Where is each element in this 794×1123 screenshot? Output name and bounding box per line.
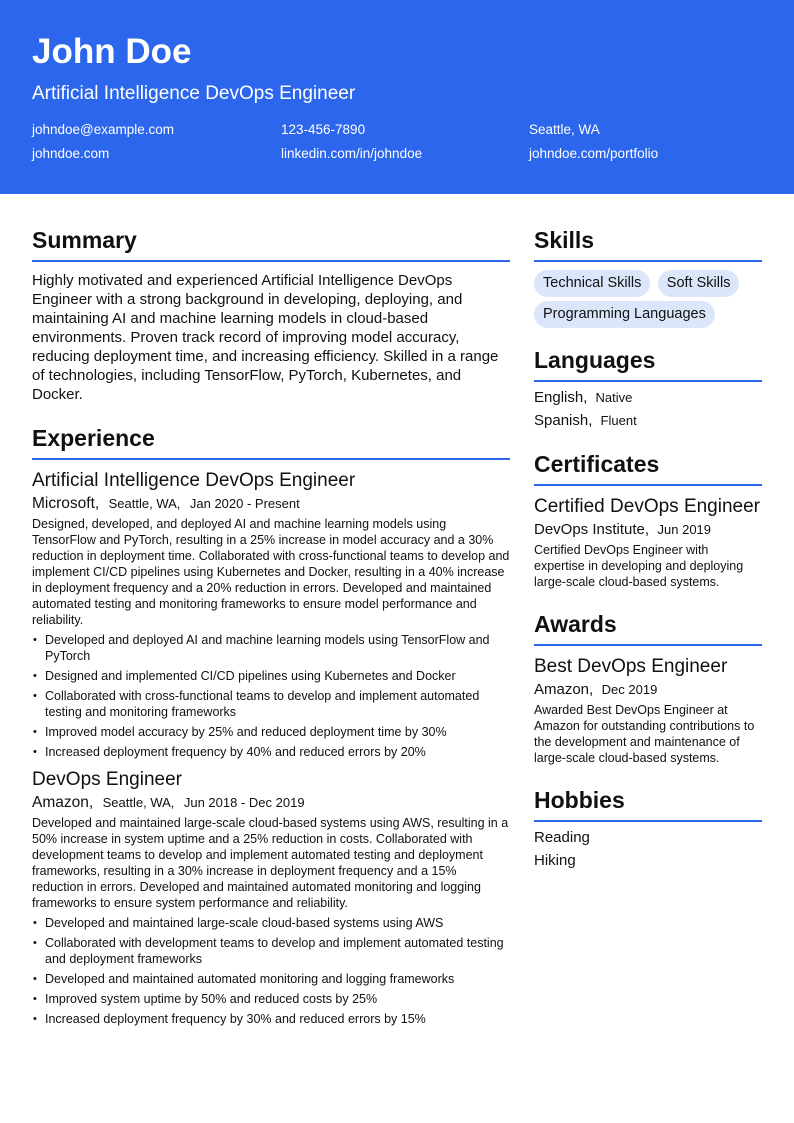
award-item [534,655,762,766]
language-level: Native [595,390,633,405]
certificate-meta [534,520,762,540]
job-company: Amazon, [32,794,94,811]
job-title: Artificial Intelligence DevOps Engineer [32,470,356,491]
awards-heading: Awards [534,610,762,646]
certificate-description: Certified DevOps Engineer with expertise in developing and deploying large-scale cloud-based systems. [534,543,744,589]
certificates-heading: Certificates [534,450,762,486]
language-name: English, [534,389,588,406]
hobbies-section [534,786,762,870]
job-company: Microsoft, [32,495,100,512]
job-bullet: • Developed and deployed AI and machine learning models using TensorFlow and PyTorch [32,632,510,664]
hobbies-heading: Hobbies [534,786,762,822]
website-link[interactable]: johndoe.com [32,146,110,161]
job-dates: Jun 2018 - Dec 2019 [183,795,305,810]
languages-heading: Languages [534,346,762,382]
job-bullets [32,632,510,760]
hobby-item: Hiking [534,852,576,869]
candidate-name: John Doe [32,32,192,71]
skill-chip: Programming Languages [534,301,715,328]
language-item [534,388,762,407]
language-name: Spanish, [534,412,593,429]
job-bullet: • Increased deployment frequency by 40% and reduced errors by 20% [32,744,510,760]
job-bullet: • Developed and maintained automated monitoring and logging frameworks [32,971,510,987]
contact-portfolio[interactable] [529,145,658,163]
job-location: Seattle, WA, [108,496,181,511]
experience-heading: Experience [32,424,510,460]
job-bullet: • Improved system uptime by 50% and reduced costs by 25% [32,991,510,1007]
candidate-title: Artificial Intelligence DevOps Engineer [32,83,356,104]
contact-email[interactable] [32,121,174,139]
job-bullet: • Developed and maintained large-scale cloud-based systems using AWS [32,915,510,931]
summary-section [32,226,510,404]
job-description: Designed, developed, and deployed AI and machine learning models using TensorFlow and PyTorch, resulting in a 25% increase in model accuracy and a 30% reduction in deployment time. Collaborated with cross-functional teams to develop and implement CI/CD pipelines using Kubernetes and Docker, resulting in a 40% increase in deployment frequency and a 20% reduction in errors. Developed and maintained automated testing and monitoring frameworks to ensure model performance and reliability. [32,517,510,627]
job-bullet: • Increased deployment frequency by 30% and reduced errors by 15% [32,1011,510,1027]
job-title: DevOps Engineer [32,769,182,790]
summary-heading: Summary [32,226,510,262]
summary-text: Highly motivated and experienced Artificial Intelligence DevOps Engineer with a strong background in developing, deploying, and maintaining AI and machine learning models in cloud-based environments. Proven track record of improving model accuracy, reducing deployment time, and increasing efficiency. Skilled in a range of technologies, including TensorFlow, PyTorch, Kubernetes, and Docker. [32,272,499,403]
job-dates: Jan 2020 - Present [189,496,300,511]
sidebar-column [534,226,762,870]
resume-header [0,0,794,194]
experience-section [32,424,510,1027]
email-link[interactable]: johndoe@example.com [32,122,175,137]
phone-text: 123-456-7890 [281,122,366,137]
contact-location [529,121,600,139]
job-meta [32,793,510,813]
main-column [32,226,510,1031]
certificate-issuer: DevOps Institute, [534,521,650,538]
job-entry [32,469,510,760]
skills-heading: Skills [534,226,762,262]
award-description: Awarded Best DevOps Engineer at Amazon for outstanding contributions to the development and maintenance of large-scale cloud-based systems. [534,703,755,765]
job-bullet: • Improved model accuracy by 25% and reduced deployment time by 30% [32,724,510,740]
languages-section [534,346,762,430]
contact-phone [281,121,365,139]
languages-list [534,388,762,430]
skills-chips [534,270,762,332]
contact-linkedin[interactable] [281,145,422,163]
job-bullet: • Collaborated with cross-functional teams to develop and implement automated testing and monitoring frameworks [32,688,510,720]
award-title: Best DevOps Engineer [534,656,728,677]
language-level: Fluent [600,413,637,428]
hobby-item: Reading [534,829,590,846]
certificates-section [534,450,762,590]
contact-website[interactable] [32,145,109,163]
portfolio-link[interactable]: johndoe.com/portfolio [529,146,659,161]
job-entry [32,768,510,1027]
skills-section [534,226,762,332]
job-location: Seattle, WA, [102,795,175,810]
skill-chip: Soft Skills [658,270,740,297]
certificate-title: Certified DevOps Engineer [534,496,760,517]
linkedin-link[interactable]: linkedin.com/in/johndoe [281,146,423,161]
award-date: Dec 2019 [601,682,658,697]
hobbies-list [534,828,762,870]
skill-chip: Technical Skills [534,270,650,297]
awards-section [534,610,762,766]
certificate-item [534,495,762,590]
job-description: Developed and maintained large-scale cloud-based systems using AWS, resulting in a 50% increase in system uptime and a 25% reduction in costs. Collaborated with development teams to develop and implement automated testing and deployment frameworks, resulting in a 30% increase in deployment frequency and a 15% reduction in errors. Developed and maintained automated monitoring and logging frameworks to ensure system performance and reliability. [32,816,509,910]
certificate-date: Jun 2019 [657,522,712,537]
award-issuer: Amazon, [534,681,594,698]
job-meta [32,494,510,514]
job-bullet: • Collaborated with development teams to develop and implement automated testing and deployment frameworks [32,935,510,967]
language-item [534,411,762,430]
job-bullet: • Designed and implemented CI/CD pipelines using Kubernetes and Docker [32,668,510,684]
location-text: Seattle, WA [529,122,600,137]
job-bullets [32,915,510,1027]
award-meta [534,680,762,700]
